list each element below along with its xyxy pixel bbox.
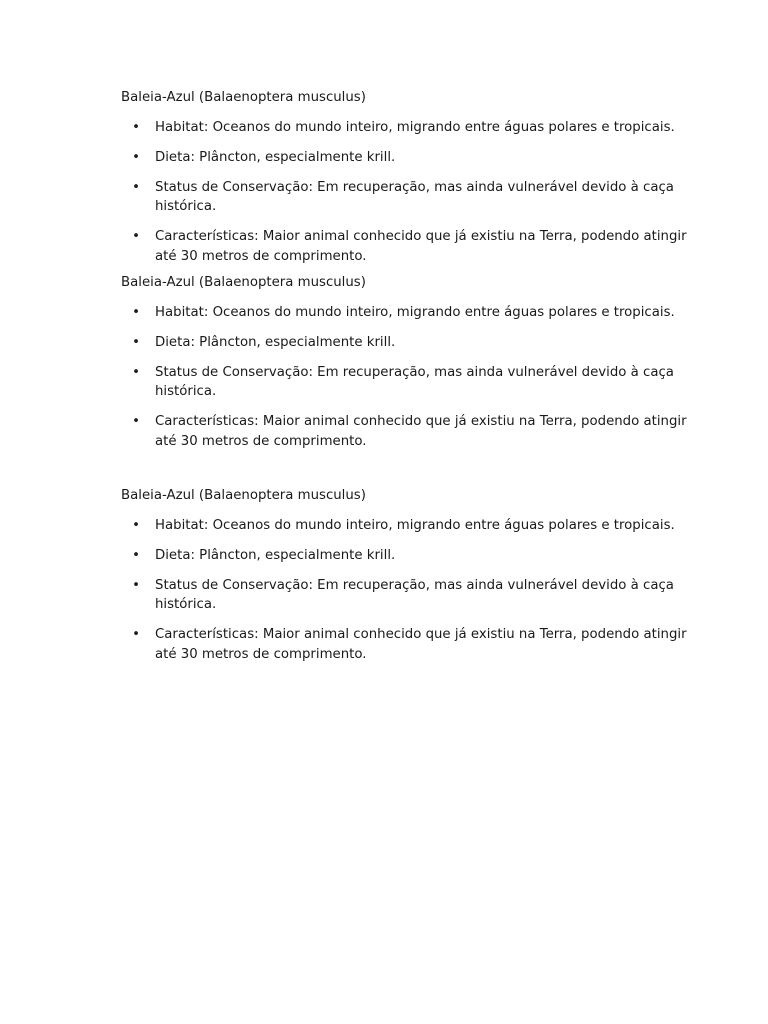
section-title: Baleia-Azul (Balaenoptera musculus) <box>121 90 366 105</box>
list-item <box>121 227 691 266</box>
bullet-icon: • <box>132 627 140 642</box>
list-item <box>121 576 691 615</box>
bullet-icon: • <box>132 577 140 593</box>
list-item <box>121 118 691 138</box>
bullet-list <box>121 516 691 665</box>
list-item-text: Características: Maior animal conhecido que já existiu na Terra, podendo atingir até 30 metros de comprimento. <box>155 627 687 662</box>
bullet-icon: • <box>132 414 140 429</box>
list-item-text: Habitat: Oceanos do mundo inteiro, migrando entre águas polares e tropicais. <box>155 517 675 533</box>
bullet-icon: • <box>132 304 140 320</box>
species-section <box>121 486 691 664</box>
bullet-icon: • <box>132 334 140 350</box>
list-item-text: Status de Conservação: Em recuperação, mas ainda vulnerável devido à caça histórica. <box>155 364 674 399</box>
list-item <box>121 625 691 664</box>
list-item <box>121 148 691 168</box>
list-item-text: Habitat: Oceanos do mundo inteiro, migrando entre águas polares e tropicais. <box>155 304 675 320</box>
bullet-icon: • <box>132 229 140 244</box>
bullet-icon: • <box>132 547 140 563</box>
section-title: Baleia-Azul (Balaenoptera musculus) <box>121 275 366 290</box>
bullet-icon: • <box>132 364 140 380</box>
list-item-text: Dieta: Plâncton, especialmente krill. <box>155 547 396 563</box>
bullet-icon: • <box>132 179 140 195</box>
list-item-text: Status de Conservação: Em recuperação, mas ainda vulnerável devido à caça histórica. <box>155 577 674 612</box>
list-item <box>121 363 691 402</box>
bullet-list <box>121 303 691 452</box>
species-section <box>121 88 691 266</box>
bullet-icon: • <box>132 517 140 533</box>
bullet-icon: • <box>132 119 140 135</box>
list-item <box>121 303 691 323</box>
list-item <box>121 412 691 451</box>
list-item-text: Status de Conservação: Em recuperação, mas ainda vulnerável devido à caça histórica. <box>155 179 674 214</box>
bullet-list <box>121 118 691 267</box>
list-item <box>121 178 691 217</box>
list-item <box>121 516 691 536</box>
list-item-text: Características: Maior animal conhecido que já existiu na Terra, podendo atingir até 30 metros de comprimento. <box>155 229 687 264</box>
species-section <box>121 273 691 451</box>
list-item <box>121 546 691 566</box>
list-item-text: Características: Maior animal conhecido que já existiu na Terra, podendo atingir até 30 metros de comprimento. <box>155 414 687 449</box>
list-item-text: Dieta: Plâncton, especialmente krill. <box>155 149 396 165</box>
list-item-text: Dieta: Plâncton, especialmente krill. <box>155 334 396 350</box>
bullet-icon: • <box>132 149 140 165</box>
list-item <box>121 333 691 353</box>
section-title: Baleia-Azul (Balaenoptera musculus) <box>121 488 366 503</box>
list-item-text: Habitat: Oceanos do mundo inteiro, migrando entre águas polares e tropicais. <box>155 119 675 135</box>
